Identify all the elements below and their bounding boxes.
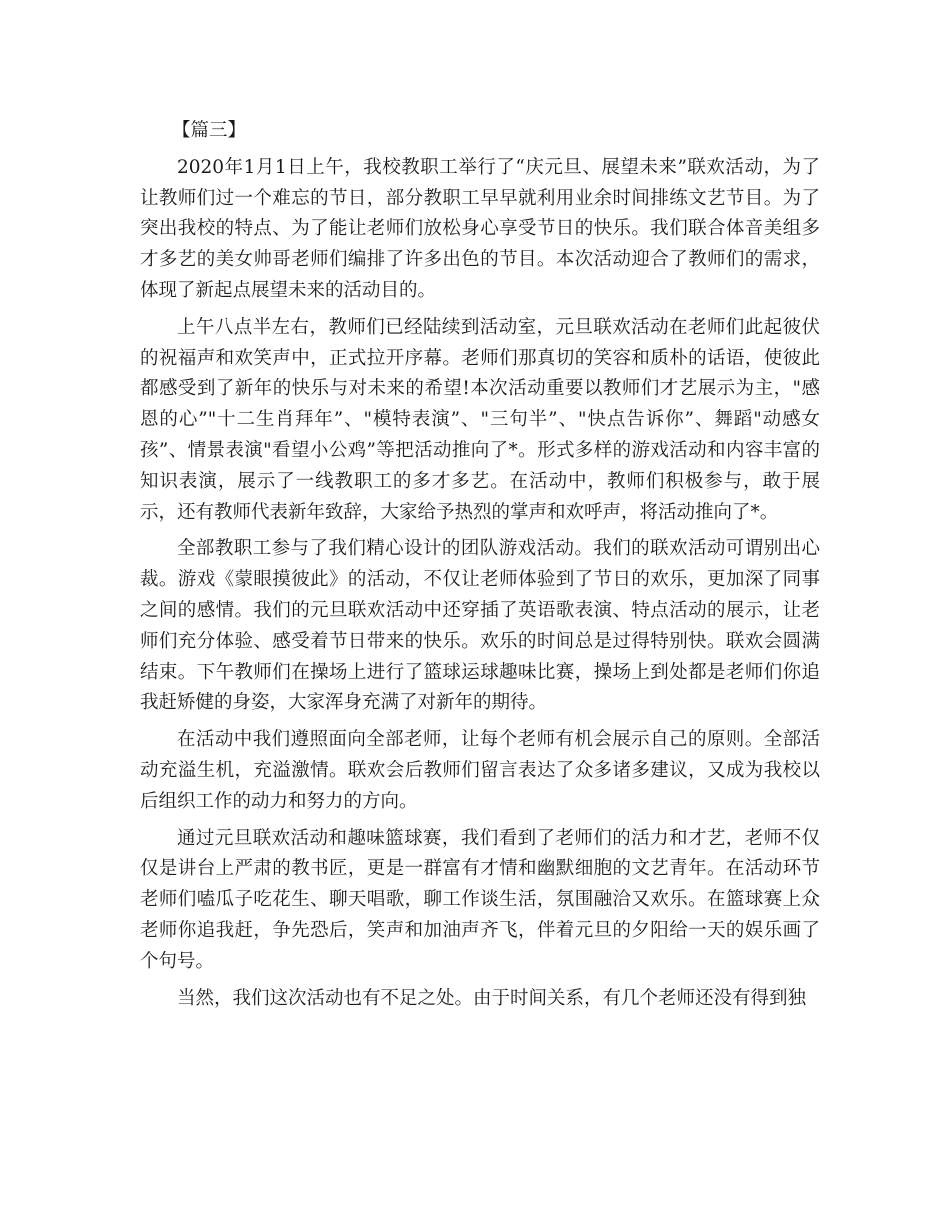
- section-heading: 【篇三】: [172, 120, 247, 141]
- paragraph-4: 在活动中我们遵照面向全部老师，让每个老师有机会展示自己的原则。全部活动充溢生机，充溢激情。联欢会后教师们留言表达了众多诸多建议，又成为我校以后组织工作的动力和努力的方向。: [140, 729, 820, 812]
- document-body: [140, 116, 820, 1014]
- paragraph-3: 全部教职工参与了我们精心设计的团队游戏活动。我们的联欢活动可谓别出心裁。游戏《蒙眼摸彼此》的活动，不仅让老师体验到了节日的欢乐，更加深了同事之间的感情。我们的元旦联欢活动中还穿插了英语歌表演、特点活动的展示，让老师们充分体验、感受着节日带来的快乐。欢乐的时间总是过得特别快。联欢会圆满结束。下午教师们在操场上进行了篮球运球趣味比赛，操场上到处都是老师们你追我赶矫健的身姿，大家浑身充满了对新年的期待。: [140, 538, 820, 714]
- paragraph-6: 当然，我们这次活动也有不足之处。由于时间关系，有几个老师还没有得到独: [177, 987, 807, 1009]
- paragraph-5: 通过元旦联欢活动和趣味篮球赛，我们看到了老师们的活力和才艺，老师不仅仅是讲台上严肃的教书匠，更是一群富有才情和幽默细胞的文艺青年。在活动环节老师们嗑瓜子吃花生、聊天唱歌，聊工作谈生活，氛围融洽又欢乐。在篮球赛上众老师你追我赶，争先恐后，笑声和加油声齐飞，伴着元旦的夕阳给一天的娱乐画了个句号。: [140, 827, 820, 972]
- paragraph-1: 2020年1月1日上午，我校教职工举行了“庆元旦、展望未来”联欢活动，为了让教师们过一个难忘的节日，部分教职工早早就利用业余时间排练文艺节目。为了突出我校的特点、为了能让老师们放松身心享受节日的快乐。我们联合体音美组多才多艺的美女帅哥老师们编排了许多出色的节目。本次活动迎合了教师们的需求，体现了新起点展望未来的活动目的。: [140, 156, 820, 301]
- paragraph-2: 上午八点半左右，教师们已经陆续到活动室，元旦联欢活动在老师们此起彼伏的祝福声和欢笑声中，正式拉开序幕。老师们那真切的笑容和质朴的话语，使彼此都感受到了新年的快乐与对未来的希望!本次活动重要以教师们才艺展示为主，"感恩的心”"十二生肖拜年”、"模特表演”、"三句半”、"快点告诉你”、舞蹈"动感女孩”、情景表演"看望小公鸡”等把活动推向了*。形式多样的游戏活动和内容丰富的知识表演，展示了一线教职工的多才多艺。在活动中，教师们积极参与，敢于展示，还有教师代表新年致辞，大家给予热烈的掌声和欢呼声，将活动推向了*。: [140, 316, 820, 523]
